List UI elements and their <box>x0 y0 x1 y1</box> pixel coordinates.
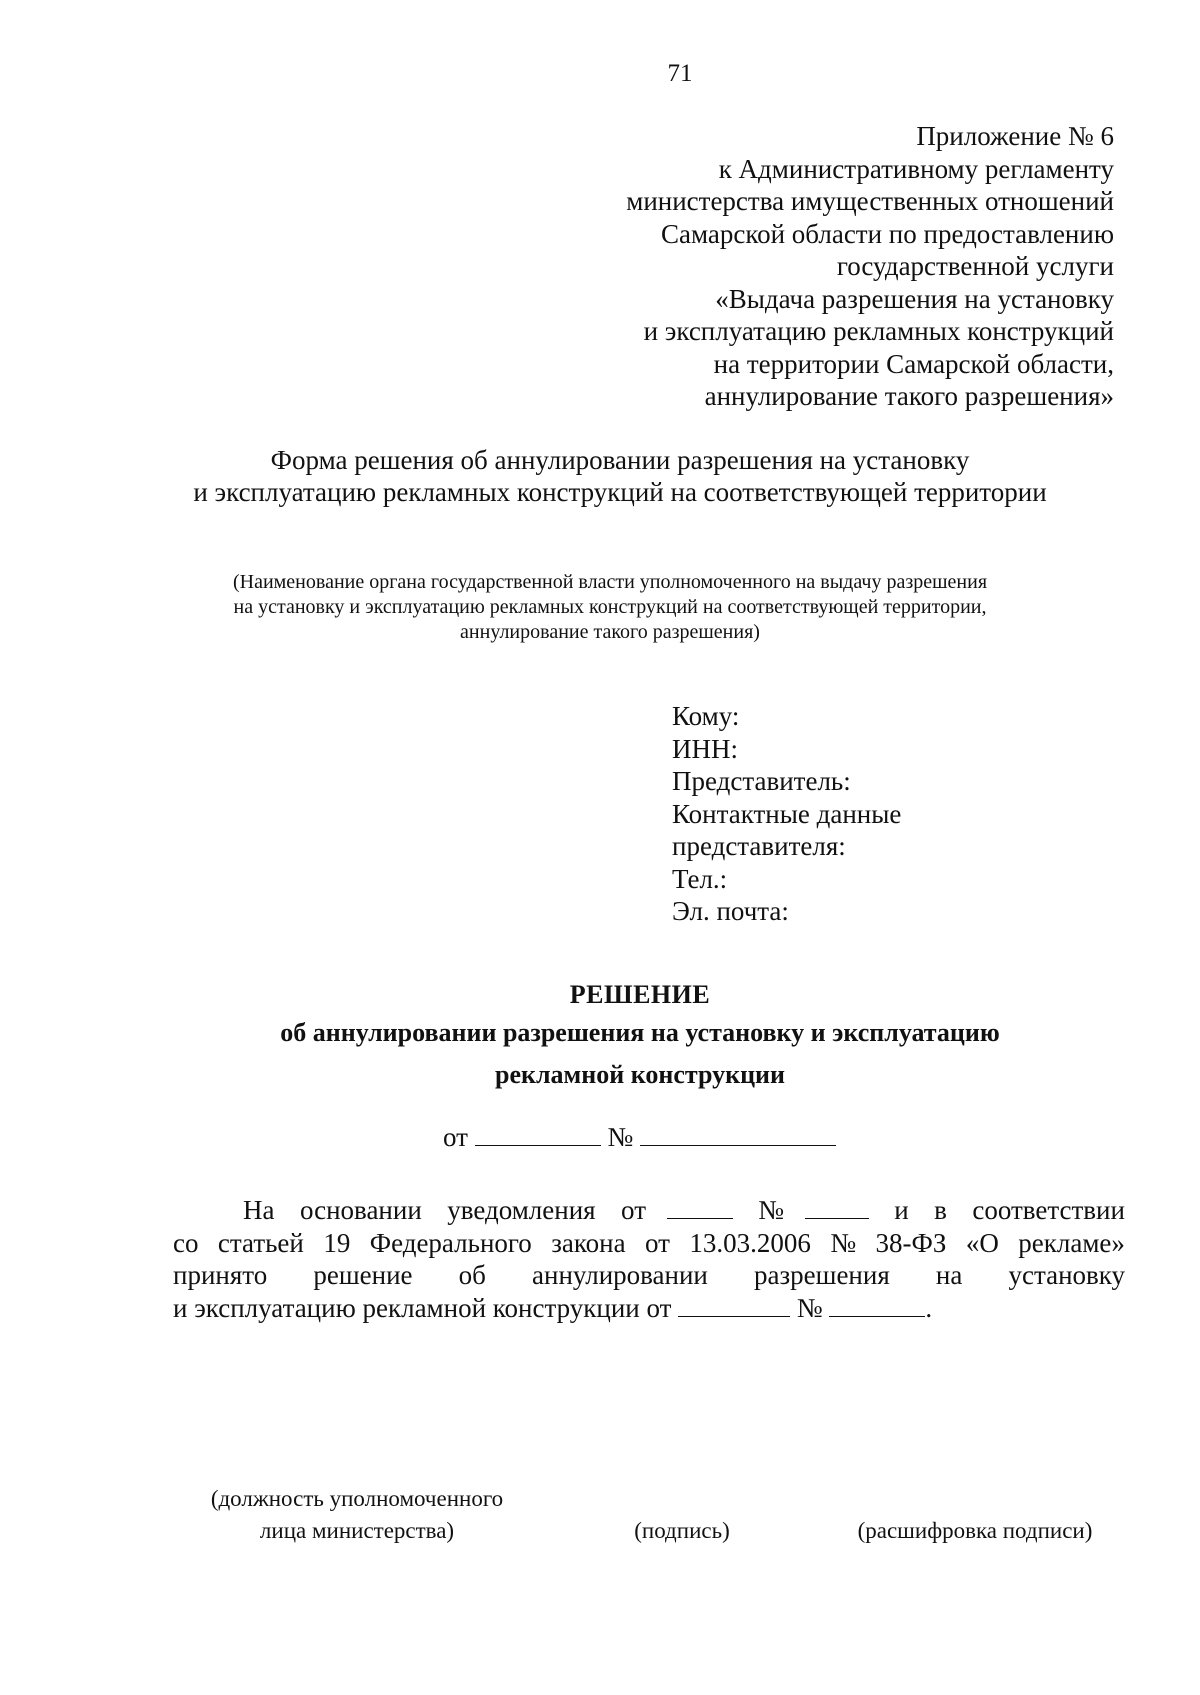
date-blank <box>475 1123 601 1146</box>
caption-line: лица министерства) <box>259 1518 455 1543</box>
date-prefix: от <box>443 1122 468 1152</box>
word: в <box>934 1195 947 1225</box>
appendix-line: «Выдача разрешения на установку <box>715 283 1114 314</box>
word: решение <box>313 1260 413 1290</box>
appendix-line: министерства имущественных отношений <box>626 186 1114 216</box>
recipient-contact-label: представителя: <box>672 831 846 861</box>
signature-caption: (подпись) <box>634 1518 730 1543</box>
word: со <box>173 1227 199 1258</box>
body-line <box>173 1259 1125 1292</box>
decision-date-line <box>443 1122 836 1153</box>
word: на <box>935 1260 963 1290</box>
caption-line: (должность уполномоченного <box>210 1486 504 1511</box>
appendix-line: к Административному регламенту <box>718 153 1114 184</box>
recipient-inn-label: ИНН: <box>672 733 738 764</box>
word: № <box>758 1194 869 1227</box>
page-number: 71 <box>667 60 693 87</box>
word: об <box>458 1260 486 1290</box>
appendix-line: и эксплуатацию рекламных конструкций <box>643 316 1114 346</box>
permit-number-blank <box>829 1294 925 1317</box>
number-sign: № <box>607 1122 634 1152</box>
word: статьей <box>217 1227 304 1258</box>
period: . <box>925 1292 933 1323</box>
body-line <box>173 1194 1125 1227</box>
authority-caption-line: аннулирование такого разрешения) <box>460 621 760 643</box>
signature-position-caption <box>172 1483 542 1547</box>
appendix-line: на территории Самарской области, <box>713 348 1114 379</box>
word: закона <box>551 1227 626 1258</box>
word: 38-ФЗ <box>875 1227 947 1258</box>
body-line <box>173 1227 1125 1260</box>
word: На <box>243 1195 275 1225</box>
decision-subtitle <box>0 1012 1200 1096</box>
body-line <box>173 1292 1125 1325</box>
notice-date-blank <box>667 1196 733 1219</box>
decision-subtitle-line: об аннулировании разрешения на установку и эксплуатацию <box>280 1018 1000 1047</box>
word: Федерального <box>369 1227 532 1258</box>
signature-decode-caption: (расшифровка подписи) <box>857 1518 1093 1543</box>
word: основании <box>299 1195 422 1225</box>
word: 13.03.2006 <box>689 1227 811 1258</box>
form-title-line: и эксплуатацию рекламных конструкций на соответствующей территории <box>193 477 1047 507</box>
body-text-segment: и эксплуатацию рекламной конструкции от <box>173 1292 672 1323</box>
appendix-line: Самарской области по предоставлению <box>660 218 1114 249</box>
recipient-to-label: Кому: <box>672 701 740 731</box>
recipient-representative-label: Представитель: <box>672 766 851 796</box>
form-title <box>0 444 1200 508</box>
number-blank <box>640 1123 836 1146</box>
word: № <box>830 1227 857 1258</box>
word: разрешения <box>754 1260 890 1290</box>
recipient-email-label: Эл. почта: <box>672 896 789 926</box>
recipient-contact-label: Контактные данные <box>672 798 902 829</box>
authority-caption <box>0 570 1200 645</box>
appendix-line: государственной услуги <box>836 251 1114 281</box>
word: «О <box>965 1227 999 1258</box>
recipient-block <box>672 700 901 928</box>
word: 19 <box>323 1227 351 1258</box>
appendix-line: аннулирование такого разрешения» <box>704 381 1114 411</box>
appendix-line: Приложение № 6 <box>916 121 1114 151</box>
decision-body <box>173 1194 1125 1324</box>
word: рекламе» <box>1018 1227 1125 1258</box>
form-title-line: Форма решения об аннулировании разрешения на установку <box>270 445 970 475</box>
appendix-header <box>626 120 1114 413</box>
decision-subtitle-line: рекламной конструкции <box>494 1060 786 1089</box>
word: принято <box>173 1260 268 1290</box>
recipient-phone-label: Тел.: <box>672 863 728 894</box>
decision-title: РЕШЕНИЕ <box>569 980 711 1009</box>
number-sign: № <box>796 1292 823 1323</box>
word: от <box>621 1194 733 1227</box>
notice-number-blank <box>805 1196 869 1219</box>
word: уведомления <box>447 1195 596 1225</box>
word: от <box>645 1227 670 1258</box>
word: аннулировании <box>532 1260 708 1290</box>
authority-caption-line: (Наименование органа государственной власти уполномоченного на выдачу разрешения <box>232 571 988 593</box>
authority-caption-line: на установку и эксплуатацию рекламных конструкций на соответствующей территории, <box>233 596 987 618</box>
word: установку <box>1008 1260 1125 1290</box>
permit-date-blank <box>678 1294 790 1317</box>
word: и <box>894 1195 909 1225</box>
word: соответствии <box>972 1195 1125 1225</box>
